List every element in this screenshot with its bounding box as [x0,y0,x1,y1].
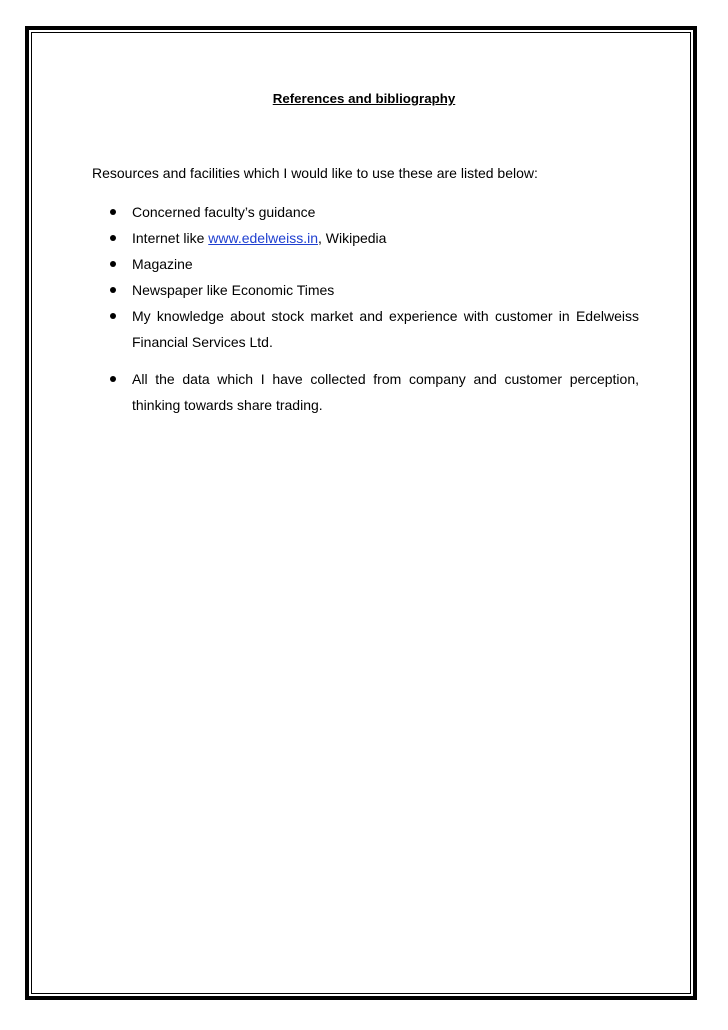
bullet-icon [110,261,116,267]
page-title: References and bibliography [272,91,456,106]
list-item-text-prefix: Internet like [132,230,209,246]
edelweiss-link[interactable]: www.edelweiss.in [208,230,318,246]
list-item [132,251,639,277]
list-item-text: Newspaper like Economic Times [132,282,335,298]
list-item [132,225,639,251]
bullet-icon [110,235,116,241]
list-item [132,366,639,418]
bullet-icon [110,287,116,293]
bullet-icon [110,209,116,215]
list-item-text: All the data which I have collected from company and customer perception, thinking towards share trading. [132,371,639,413]
list-item-text: Magazine [132,256,193,272]
list-item [132,277,639,303]
list-item [132,303,639,355]
list-item [132,199,639,225]
list-item-text: Concerned faculty’s guidance [132,204,316,220]
bullet-icon [110,376,116,382]
bullet-icon [110,313,116,319]
list-item-text-suffix: , Wikipedia [317,230,387,246]
list-item-text: My knowledge about stock market and experience with customer in Edelweiss Financial Services Ltd. [132,308,639,350]
intro-paragraph: Resources and facilities which I would like to use these are listed below: [92,165,538,181]
